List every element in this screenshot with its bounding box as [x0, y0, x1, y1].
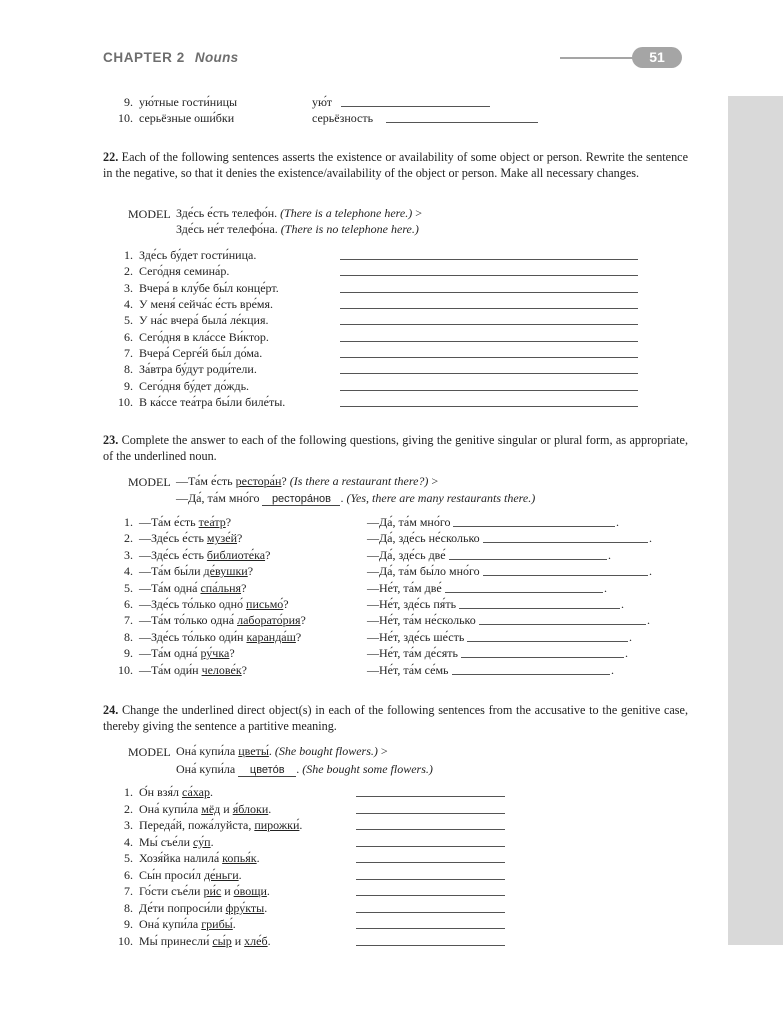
item-number: 1. — [124, 785, 133, 799]
item-number: 9. — [124, 378, 133, 393]
underlined-object: фру́кты — [225, 900, 265, 915]
model-label: MODEL — [128, 207, 171, 221]
item-text: У на́с вчера́ была́ ле́кция. — [139, 313, 269, 328]
answer-line[interactable] — [340, 357, 638, 358]
question-text: —Та́м то́лько одна́ — [139, 613, 238, 628]
intro-item: 9. ую́тные гости́ницы — [124, 95, 238, 109]
list-item — [113, 313, 268, 327]
sentence-text: и — [231, 933, 245, 948]
answer-line[interactable] — [483, 542, 648, 543]
answer-line[interactable] — [356, 862, 505, 863]
item-number: 2. — [124, 264, 133, 279]
item-number: 8. — [124, 362, 133, 377]
model-label: MODEL — [128, 745, 171, 759]
question-text: —Та́м бы́ли — [139, 564, 204, 579]
underlined-object: пирожки́ — [254, 818, 300, 833]
answer-line[interactable] — [356, 928, 505, 929]
answer-line[interactable] — [340, 275, 638, 276]
item-text: Сего́дня семина́р. — [139, 264, 230, 279]
answer-line[interactable] — [340, 259, 638, 260]
item-number: 8. — [124, 900, 133, 915]
question-item — [113, 531, 242, 545]
answer-line[interactable] — [356, 895, 505, 896]
answer-line[interactable] — [356, 879, 505, 880]
underlined-noun: каранда́ш — [246, 629, 296, 644]
item-number: 10. — [118, 395, 133, 410]
sentence-text: Переда́й, пожа́луйста, — [139, 818, 255, 833]
underlined-noun: де́вушки — [203, 564, 248, 579]
answer-line[interactable] — [483, 575, 648, 576]
intro-item: 10. серьёзные оши́бки — [118, 111, 235, 125]
answer-stem: —Не́т, та́м не́сколько — [367, 613, 476, 628]
underlined-noun: спа́льня — [200, 580, 242, 595]
item-number: 3. — [124, 547, 133, 562]
item-number: 3. — [124, 818, 133, 833]
answer-stem: —Да́, та́м бы́ло мно́го — [367, 564, 480, 579]
sentence-text: Она́ купи́ла — [139, 801, 202, 816]
question-item — [113, 597, 289, 611]
list-item — [113, 297, 273, 311]
sentence-text: . — [264, 900, 268, 915]
answer-line[interactable] — [340, 406, 638, 407]
answer-line[interactable] — [340, 308, 638, 309]
underlined-object: о́вощи — [233, 884, 267, 899]
chapter-subtitle: Nouns — [194, 50, 239, 65]
answer-line[interactable] — [356, 945, 505, 946]
question-mark: ? — [241, 580, 247, 595]
item-text: Вчера́ Серге́й бы́л до́ма. — [139, 346, 263, 361]
question-text: —Зде́сь то́лько оди́н — [139, 629, 247, 644]
sentence-text: . — [210, 834, 214, 849]
sentence-period: . — [621, 597, 624, 611]
underlined-object: сы́р — [212, 933, 232, 948]
question-item — [113, 663, 247, 677]
sentence-item — [113, 785, 213, 799]
underlined-object: копья́к — [222, 851, 257, 866]
answer-line[interactable] — [340, 390, 638, 391]
item-number: 6. — [124, 329, 133, 344]
sentence-item — [113, 835, 214, 849]
item-number: 2. — [124, 801, 133, 816]
sentence-item — [113, 934, 271, 948]
underlined-object: я́блоки — [232, 801, 269, 816]
list-item — [113, 379, 249, 393]
sentence-text: Хозя́йка налила́ — [139, 851, 223, 866]
question-mark: ? — [237, 531, 243, 546]
sentence-text: Мы́ съе́ли — [139, 834, 193, 849]
sentence-text: Мы́ принесли́ — [139, 933, 213, 948]
answer-line[interactable] — [452, 674, 610, 675]
side-margin-bar — [728, 96, 783, 945]
question-item — [113, 630, 301, 644]
answer-line[interactable] — [356, 846, 505, 847]
sentence-text: . — [266, 884, 270, 899]
question-text: —Зде́сь е́сть — [139, 547, 207, 562]
answer-line[interactable] — [356, 813, 505, 814]
model-question: —Та́м е́сть рестора́н? (Is there a restaurant there?) > — [176, 474, 439, 488]
list-item — [113, 330, 269, 344]
question-mark: ? — [229, 646, 235, 661]
item-number: 6. — [124, 867, 133, 882]
answer-line[interactable] — [340, 292, 638, 293]
chapter-label: CHAPTER 2 — [103, 50, 185, 65]
answer-stem: —Не́т, та́м две́ — [367, 580, 442, 595]
model-filled-answer: цвето́в — [238, 764, 296, 777]
answer-line[interactable] — [340, 373, 638, 374]
answer-stem: —Не́т, та́м де́сять — [367, 646, 458, 661]
list-item — [113, 395, 285, 409]
item-text: У меня́ сейча́с е́сть вре́мя. — [139, 297, 274, 312]
item-number: 9. — [124, 917, 133, 932]
sentence-period: . — [647, 613, 650, 628]
model-line-2: Она́ купи́ла цвето́в . (She bought some flowers.) — [176, 762, 433, 776]
intro-stem: ую́т — [312, 95, 333, 109]
answer-line[interactable] — [453, 526, 615, 527]
sentence-item — [113, 802, 271, 816]
sentence-period: . — [611, 662, 614, 677]
answer-line[interactable] — [449, 559, 607, 560]
item-number: 10. — [118, 662, 133, 677]
item-number: 5. — [124, 851, 133, 866]
answer-line[interactable] — [459, 608, 620, 609]
item-number: 4. — [124, 297, 133, 312]
sentence-text: Го́сти съе́ли — [139, 884, 204, 899]
sentence-text: . — [238, 867, 242, 882]
question-mark: ? — [300, 613, 306, 628]
underlined-object: мёд — [201, 801, 221, 816]
answer-stem: —Не́т, зде́сь ше́сть — [367, 629, 465, 644]
question-text: —Зде́сь то́лько одно́ — [139, 597, 247, 611]
sentence-period: . — [604, 580, 607, 595]
underlined-noun: библиоте́ка — [206, 547, 266, 562]
sentence-text: Де́ти попроси́ли — [139, 900, 226, 915]
answer-line[interactable] — [461, 657, 624, 658]
item-number: 8. — [124, 629, 133, 644]
question-text: —Та́м оди́н — [139, 662, 202, 677]
sentence-text: Сы́н проси́л — [139, 867, 204, 882]
answer-stem: —Не́т, та́м се́мь — [367, 662, 449, 677]
question-mark: ? — [247, 564, 254, 579]
answer-line — [341, 106, 490, 107]
sentence-text: . — [299, 818, 303, 833]
item-number: 4. — [124, 834, 133, 849]
answer-line[interactable] — [356, 796, 505, 797]
item-text: В ка́ссе теа́тра бы́ли биле́ты. — [139, 395, 286, 410]
sentence-text: . — [267, 933, 271, 948]
underlined-object: грибы́ — [201, 917, 233, 932]
answer-line[interactable] — [340, 324, 638, 325]
exercise-22-instruction: 22. Each of the following sentences asserts the existence or availability of some object or person. Rewrite the sentence in the negative, so that it denies the existence/availability of the object or person. Make all necessary changes. — [103, 150, 688, 180]
sentence-period: . — [625, 646, 628, 661]
sentence-period: . — [649, 564, 652, 579]
question-mark: ? — [241, 662, 247, 677]
sentence-text: О́н взя́л — [139, 785, 183, 799]
question-text: —Та́м одна́ — [139, 646, 201, 661]
sentence-text: . — [256, 851, 260, 866]
item-number: 7. — [124, 613, 133, 628]
item-text: За́втра бу́дут роди́тели. — [139, 362, 257, 377]
answer-stem: —Да́, зде́сь две́ — [367, 547, 446, 562]
item-number: 1. — [124, 515, 133, 529]
question-text: —Та́м е́сть — [139, 515, 199, 529]
answer-stem: —Да́, та́м мно́го — [367, 515, 451, 529]
underlined-noun: теа́тр — [198, 515, 226, 529]
item-text: Зде́сь бу́дет гости́ница. — [139, 248, 257, 262]
model-line-1: Она́ купи́ла цветы́. (She bought flowers.) > — [176, 744, 388, 758]
model-line-2: Зде́сь не́т телефо́на. (There is no telephone here.) — [176, 222, 419, 236]
item-number: 6. — [124, 597, 133, 611]
model-line-1: Зде́сь е́сть телефо́н. (There is a telephone here.) > — [176, 206, 422, 220]
underlined-object: ри́с — [203, 884, 222, 899]
sentence-text: и — [220, 801, 233, 816]
underlined-object: де́ньги — [203, 867, 239, 882]
sentence-item — [113, 818, 302, 832]
answer-line[interactable] — [356, 912, 505, 913]
item-number: 7. — [124, 884, 133, 899]
sentence-item — [113, 917, 236, 931]
question-text: —Зде́сь е́сть — [139, 531, 207, 546]
answer-stem: —Не́т, зде́сь пя́ть — [367, 597, 457, 611]
sentence-text: . — [268, 801, 272, 816]
answer-stem: —Да́, зде́сь не́сколько — [367, 531, 480, 546]
question-item — [113, 581, 246, 595]
underlined-object: су́п — [193, 834, 211, 849]
sentence-item — [113, 868, 242, 882]
question-item — [113, 515, 231, 529]
item-text: Вчера́ в клу́бе бы́л конце́рт. — [139, 280, 279, 295]
question-item — [113, 564, 253, 578]
question-item — [113, 613, 306, 627]
underlined-noun: письмо́ — [246, 597, 284, 611]
answer-line[interactable] — [445, 592, 603, 593]
list-item — [113, 248, 256, 262]
sentence-text: . — [232, 917, 236, 932]
item-number: 3. — [124, 280, 133, 295]
item-number: 5. — [124, 580, 133, 595]
list-item — [113, 281, 279, 295]
question-mark: ? — [295, 629, 302, 644]
question-mark: ? — [265, 547, 271, 562]
underlined-noun: музе́й — [206, 531, 238, 546]
sentence-item — [113, 901, 267, 915]
sentence-period: . — [649, 531, 652, 546]
question-mark: ? — [225, 515, 232, 529]
answer-line — [386, 122, 538, 123]
underlined-noun: челове́к — [201, 662, 242, 677]
sentence-text: . — [209, 785, 213, 799]
answer-line[interactable] — [479, 624, 646, 625]
list-item — [113, 362, 257, 376]
chapter-header — [103, 50, 238, 65]
list-item — [113, 346, 262, 360]
question-text: —Та́м одна́ — [139, 580, 201, 595]
underlined-noun: ру́чка — [200, 646, 230, 661]
question-mark: ? — [283, 597, 289, 611]
sentence-period: . — [616, 515, 619, 529]
answer-line[interactable] — [340, 341, 638, 342]
sentence-text: и — [221, 884, 234, 899]
list-item — [113, 264, 229, 278]
model-label: MODEL — [128, 475, 171, 489]
exercise-23-instruction: 23. Complete the answer to each of the following questions, giving the genitive singular or plural form, as appropriate, of the underlined noun. — [103, 433, 689, 463]
answer-line[interactable] — [356, 829, 505, 830]
answer-line[interactable] — [467, 641, 628, 642]
sentence-item — [113, 851, 260, 865]
item-text: Сего́дня в кла́ссе Ви́ктор. — [139, 329, 269, 344]
item-number: 1. — [124, 248, 133, 262]
model-answer: —Да́, та́м мно́го рестора́нов . (Yes, there are many restaurants there.) — [176, 491, 536, 505]
model-filled-answer: рестора́нов — [262, 493, 340, 506]
item-number: 10. — [118, 933, 133, 948]
question-item — [113, 548, 270, 562]
item-number: 4. — [124, 564, 133, 579]
page-number: 51 — [632, 47, 682, 68]
sentence-period: . — [629, 629, 632, 644]
underlined-object: са́хар — [182, 785, 210, 799]
sentence-period: . — [608, 547, 611, 562]
item-number: 7. — [124, 346, 133, 361]
item-number: 5. — [124, 313, 133, 328]
underlined-noun: лаборато́рия — [237, 613, 301, 628]
question-item — [113, 646, 235, 660]
item-number: 2. — [124, 531, 133, 546]
sentence-item — [113, 884, 270, 898]
underlined-object: хле́б — [244, 933, 268, 948]
item-text: Сего́дня бу́дет до́ждь. — [139, 378, 250, 393]
item-number: 9. — [124, 646, 133, 661]
intro-stem: серьёзность — [312, 111, 374, 125]
sentence-text: Она́ купи́ла — [139, 917, 202, 932]
exercise-24-instruction: 24. Change the underlined direct object(s) in each of the following sentences from the accusative to the genitive case, thereby giving the sentence a partitive meaning. — [103, 703, 689, 733]
